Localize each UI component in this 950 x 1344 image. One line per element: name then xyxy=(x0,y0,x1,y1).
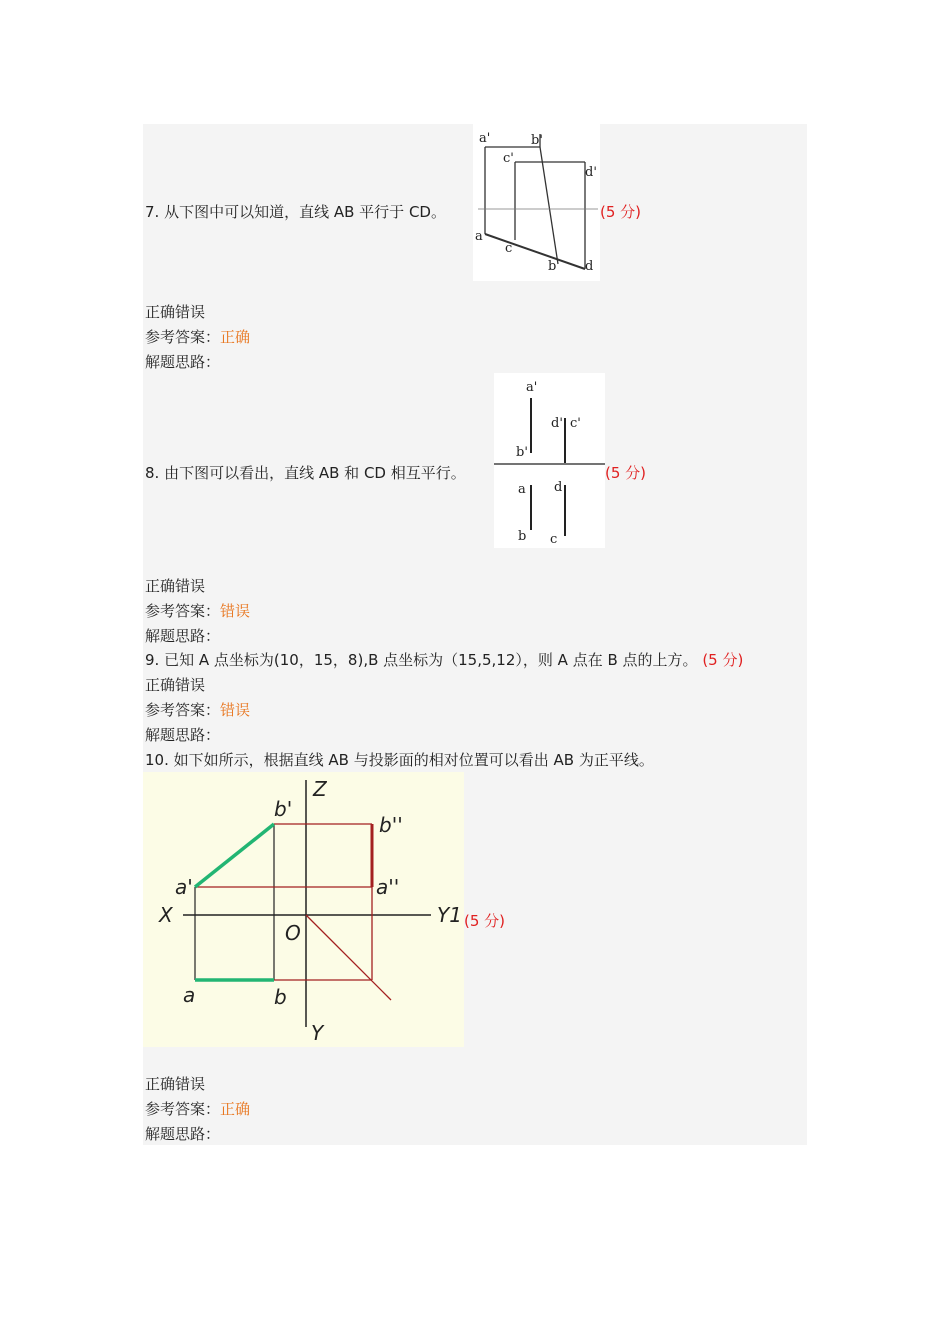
reference-answer: 参考答案：正确 xyxy=(145,1100,251,1118)
options[interactable]: 正确错误 xyxy=(145,676,206,694)
answer-value: 错误 xyxy=(220,602,251,620)
question-9 xyxy=(145,650,743,670)
fig-label: Z xyxy=(313,777,327,801)
options[interactable]: 正确错误 xyxy=(145,303,206,321)
fig-label: a' xyxy=(479,131,491,146)
reference-answer: 参考答案：错误 xyxy=(145,602,251,620)
reference-answer: 参考答案：错误 xyxy=(145,701,251,719)
fig-label: Y xyxy=(311,1021,324,1045)
fig-label: c xyxy=(505,241,513,256)
fig-label: d xyxy=(585,259,594,274)
figure-q7 xyxy=(473,124,600,281)
reference-answer: 参考答案：正确 xyxy=(145,328,251,346)
answer-value: 正确 xyxy=(220,1100,251,1118)
solution-label: 解题思路： xyxy=(145,627,221,645)
question-number: 8. xyxy=(145,464,160,482)
fig-label: b' xyxy=(274,797,293,821)
fig-label: O xyxy=(285,921,301,945)
fig-label: a' xyxy=(526,380,538,395)
fig-label: a xyxy=(475,229,483,244)
answer-value: 正确 xyxy=(220,328,251,346)
fig-label: a xyxy=(183,983,196,1007)
options[interactable]: 正确错误 xyxy=(145,577,206,595)
fig-label: b' xyxy=(516,445,528,460)
figure-q8 xyxy=(494,373,605,548)
question-10 xyxy=(145,750,654,770)
fig-label: a'' xyxy=(376,875,400,899)
fig-label: c' xyxy=(570,416,581,431)
question-number: 9. xyxy=(145,651,160,669)
question-text: 从下图中可以知道，直线 AB 平行于 CD。 xyxy=(164,203,446,221)
solution-label: 解题思路： xyxy=(145,1125,221,1143)
question-score: (5 分) xyxy=(605,464,647,482)
fig-label: d' xyxy=(551,416,563,431)
fig-label: a xyxy=(518,482,526,497)
question-8 xyxy=(145,463,466,483)
question-7 xyxy=(145,202,446,222)
figure-q10 xyxy=(143,772,464,1047)
options[interactable]: 正确错误 xyxy=(145,1075,206,1093)
fig-label: c' xyxy=(503,151,514,166)
question-score: (5 分) xyxy=(464,912,506,930)
fig-label: d' xyxy=(585,165,597,180)
question-text: 由下图可以看出，直线 AB 和 CD 相互平行。 xyxy=(164,464,466,482)
solution-label: 解题思路： xyxy=(145,353,221,371)
fig-label: c xyxy=(550,532,558,547)
fig-label: b xyxy=(518,529,527,544)
fig-label: a' xyxy=(175,875,193,899)
fig-label: X xyxy=(159,903,173,927)
question-score: (5 分) xyxy=(702,651,744,669)
fig-label: b xyxy=(548,259,557,274)
question-number: 10. xyxy=(145,751,169,769)
fig-label: b xyxy=(274,985,287,1009)
answer-value: 错误 xyxy=(220,701,251,719)
fig-label: b'' xyxy=(379,813,403,837)
solution-label: 解题思路： xyxy=(145,726,221,744)
question-number: 7. xyxy=(145,203,160,221)
fig-label: Y1 xyxy=(437,903,462,927)
question-score: (5 分) xyxy=(600,203,642,221)
question-text: 如下如所示，根据直线 AB 与投影面的相对位置可以看出 AB 为正平线。 xyxy=(173,751,654,769)
fig-label: d xyxy=(554,480,563,495)
question-text: 已知 A 点坐标为(10，15，8),B 点坐标为（15,5,12），则 A 点在 B 点的上方。 xyxy=(164,651,698,669)
fig-label: b' xyxy=(531,133,543,148)
